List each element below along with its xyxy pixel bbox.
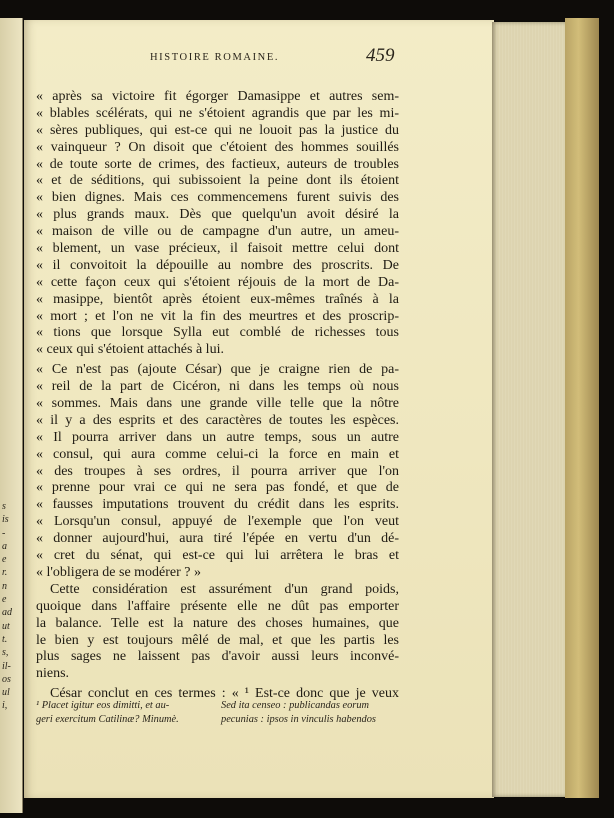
- running-head: HISTOIRE ROMAINE.: [150, 52, 280, 63]
- footnote-line: pecunias : ipsos in vinculis habendos: [221, 713, 376, 725]
- text-line: « masippe, bientôt après étoient eux-mêmes traînés à la: [36, 291, 399, 307]
- page-number: 459: [366, 45, 395, 66]
- text-line: « l'obligera de se modérer ? »: [36, 564, 202, 580]
- text-line: « Ce n'est pas (ajoute César) que je craigne rien de pa-: [36, 362, 399, 378]
- text-line: « tions que lorsque Sylla eut comblé de richesses tous: [36, 325, 399, 341]
- facing-page-fragment: r.: [2, 567, 8, 579]
- text-line: « prenne pour vrai ce qui ne sera pas fondé, et que de: [36, 480, 399, 496]
- facing-page-fragment: e: [2, 554, 7, 566]
- book-cover-edge: [565, 18, 599, 798]
- text-line: « blement, un vase précieux, il faisoit mettre celui dont: [36, 241, 399, 257]
- facing-page-fragment: -: [2, 527, 6, 539]
- footnote-right-column: [221, 699, 399, 726]
- footnote-line: Sed ita censeo : publicandas eorum: [221, 700, 370, 711]
- text-line: le bien y est toujours mêlé de mal, et que les partis les: [36, 632, 399, 648]
- text-line: « après sa victoire fit égorger Damasippe et autres sem-: [36, 89, 399, 104]
- facing-page-fragment: e: [2, 594, 7, 606]
- footnote-line: geri exercitum Catilinæ? Minumè.: [36, 713, 179, 725]
- text-line: « blables scélérats, qui ne s'étoient agrandis que par les mi-: [36, 105, 399, 121]
- text-line: « sommes. Mais dans une grande ville telle que la nôtre: [36, 396, 399, 412]
- facing-page-edge: [0, 18, 23, 813]
- facing-page-fragment: is: [2, 514, 9, 526]
- facing-page-fragment: il-: [2, 660, 11, 672]
- facing-page-fragment: t.: [2, 633, 8, 645]
- footnote-line: ¹ Placet igitur eos dimitti, et au-: [36, 700, 170, 711]
- footnotes: [36, 699, 399, 726]
- text-line: « cret du sénat, qui est-ce qui lui arrêtera le bras et: [36, 548, 399, 564]
- text-line: « vainqueur ? On disoit que c'étoient des hommes souillés: [36, 139, 399, 155]
- text-line: César conclut en ces termes : « ¹ Est-ce donc que je veux: [50, 686, 399, 702]
- text-line: plus sages ne laissent pas d'avoir aussi leurs inconvé-: [36, 649, 399, 665]
- text-line: « maison de ville ou de campagne d'un autre, un ameu-: [36, 224, 399, 240]
- text-line: Cette considération est assurément d'un grand poids,: [50, 581, 399, 597]
- text-line: « consul, qui aura comme celui-ci la force en main et: [36, 446, 399, 462]
- text-line: « reil de la part de Cicéron, ni dans les temps où nous: [36, 379, 399, 395]
- text-line: « plus grands maux. Dès que quelqu'un avoit désiré la: [36, 207, 399, 223]
- body-text: [36, 89, 399, 703]
- text-line: « des troupes à ses ordres, il pourra arriver que l'on: [36, 463, 399, 479]
- text-line: « bien dignes. Mais ces commencemens furent suivis des: [36, 190, 399, 206]
- facing-page-fragment: a: [2, 540, 7, 552]
- text-line: « sères publiques, qui est-ce qui ne louoit pas la justice du: [36, 122, 399, 138]
- text-line: la balance. Telle est la nature des choses humaines, que: [36, 615, 399, 631]
- text-line: « Lorsqu'un consul, appuyé de l'exemple que l'on veut: [36, 514, 399, 530]
- text-line: « Il pourra arriver dans un autre temps, sous un autre: [36, 429, 399, 445]
- text-line: « il convoitoit la dépouille au nombre des proscrits. De: [36, 257, 399, 273]
- text-line: quoique dans l'affaire présente elle ne dût pas emporter: [36, 598, 399, 614]
- text-line: « et de séditions, qui subissoient la peine dont ils étoient: [36, 173, 399, 189]
- page-block-edges: [492, 22, 567, 797]
- facing-page-text-fragments: [2, 500, 20, 713]
- text-line: « il y a des esprits et des caractères de toutes les espèces.: [36, 412, 399, 428]
- text-line: « cette façon ceux qui s'étoient réjouis de la mort de Da-: [36, 274, 399, 290]
- text-line: niens.: [36, 666, 70, 682]
- facing-page-fragment: s,: [2, 647, 9, 659]
- facing-page-fragment: s: [2, 501, 6, 512]
- facing-page-fragment: n: [2, 580, 7, 592]
- facing-page-fragment: ut: [2, 620, 10, 632]
- text-line: « mort ; et l'on ne vit la fin des meurtres et des proscrip-: [36, 308, 399, 324]
- text-line: « fausses imputations trouvent du crédit dans les esprits.: [36, 497, 399, 513]
- footnote-left-column: [36, 699, 214, 726]
- text-line: « de toute sorte de crimes, des factieux, auteurs de troubles: [36, 156, 399, 172]
- facing-page-fragment: ul: [2, 687, 10, 699]
- facing-page-fragment: os: [2, 673, 11, 685]
- facing-page-fragment: ad: [2, 607, 12, 619]
- facing-page-fragment: i,: [2, 700, 8, 712]
- text-line: « ceux qui s'étoient attachés à lui.: [36, 342, 224, 358]
- text-line: « donner aujourd'hui, aura tiré l'épée en vertu d'un dé-: [36, 531, 399, 547]
